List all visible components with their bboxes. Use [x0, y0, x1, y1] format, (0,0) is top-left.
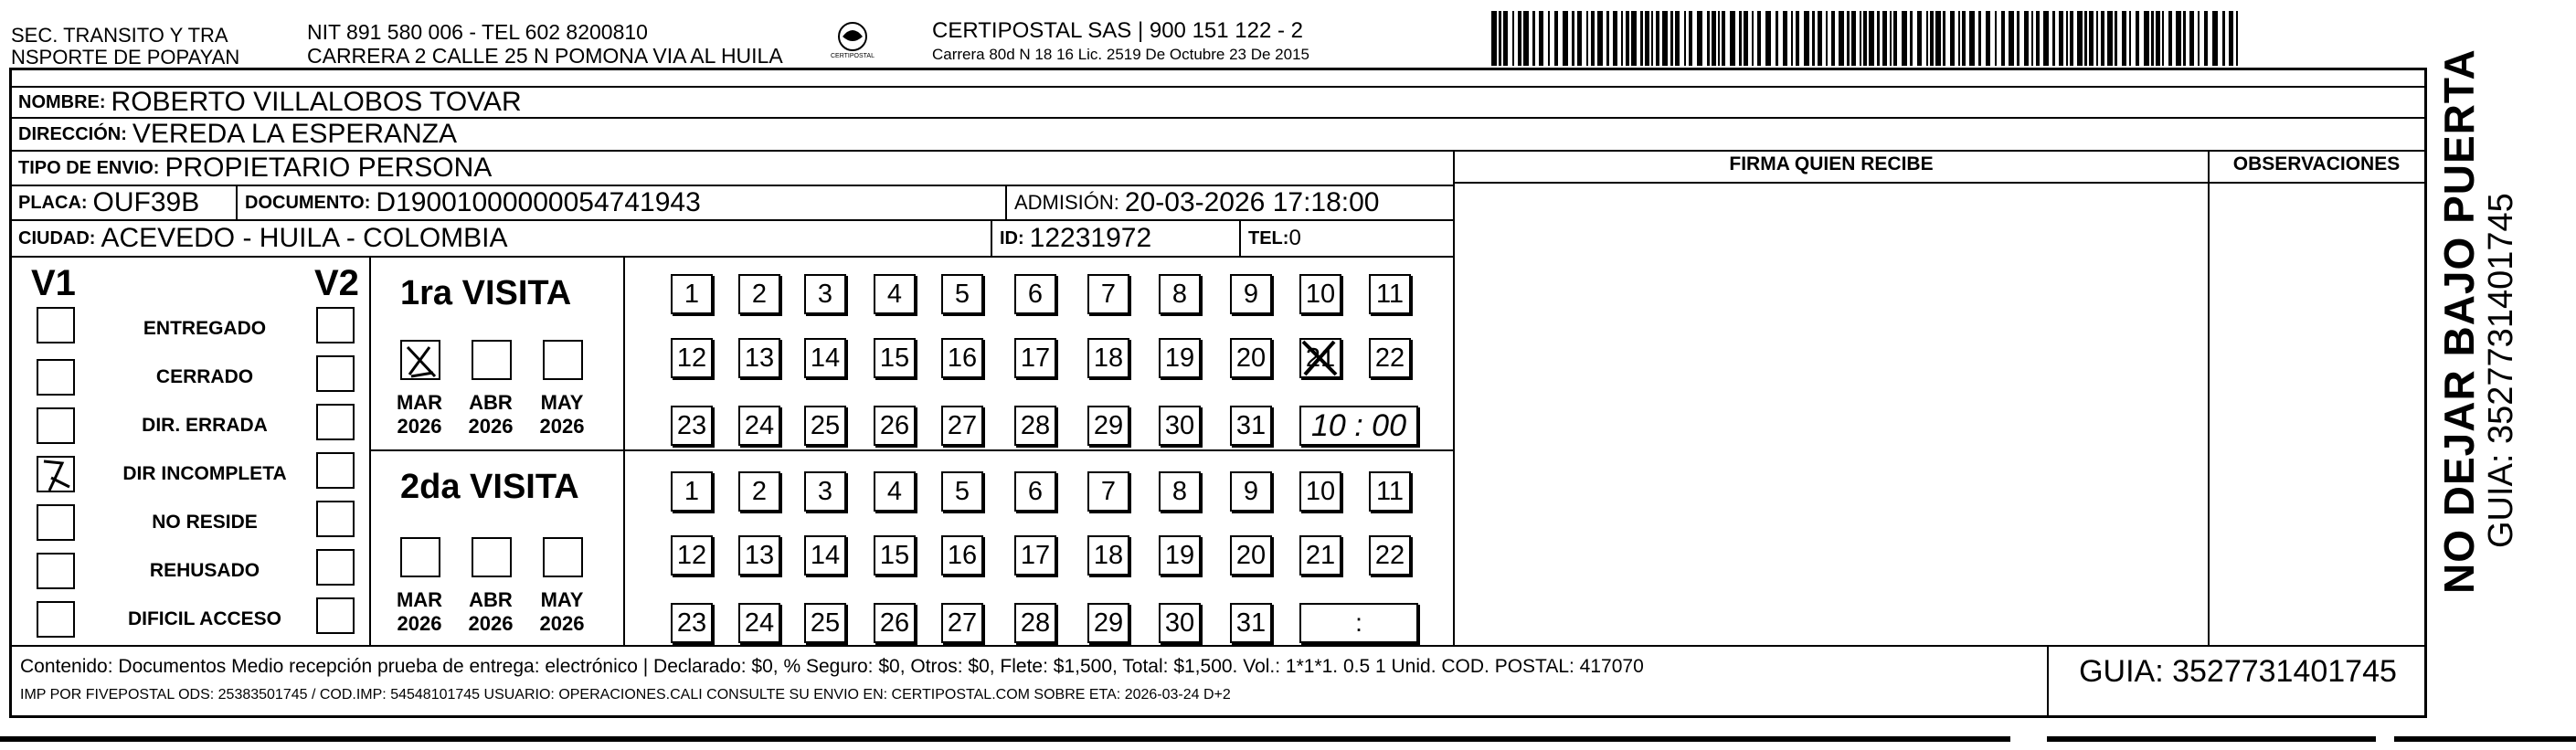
- barcode-bar: [1499, 11, 1501, 66]
- months-divider: [623, 258, 625, 645]
- day-box[interactable]: 5: [941, 274, 983, 314]
- barcode-bar: [1860, 11, 1861, 66]
- day-box[interactable]: 23: [671, 406, 713, 446]
- contenido-line: Contenido: Documentos Medio recepción prueba de entrega: electrónico | Declarado: $0, % Seguro: $0, Otros: $0, Flete: $1,500, Total: $1,500. Vol.: 1*1*1. 0.5 1 Unid. COD. POSTAL: 417070: [20, 656, 1644, 677]
- v1-checkbox[interactable]: [37, 407, 75, 444]
- day-box[interactable]: 26: [874, 406, 916, 446]
- barcode-bar: [1986, 11, 1990, 66]
- month-label: [462, 391, 519, 438]
- status-label: DIR. ERRADA: [142, 415, 268, 436]
- v2-checkbox[interactable]: [316, 597, 355, 634]
- barcode-bar: [1783, 11, 1787, 66]
- barcode-bar: [2129, 11, 2131, 66]
- barcode-bar: [2017, 11, 2019, 66]
- barcode-bar: [1662, 11, 1668, 66]
- barcode-bar: [1613, 11, 1617, 66]
- barcode-bar: [1757, 11, 1761, 66]
- tel-value: 0: [1288, 226, 1301, 250]
- tear-line: [0, 736, 2576, 742]
- barcode-bar: [1689, 11, 1692, 66]
- id-cell: [992, 221, 1241, 258]
- barcode-bar: [1651, 11, 1653, 66]
- barcode-bar: [2031, 11, 2033, 66]
- barcode-bar: [1893, 11, 1897, 66]
- barcode-bar: [2059, 11, 2063, 66]
- barcode-bar: [1765, 11, 1771, 66]
- month-year: 2026: [539, 612, 585, 635]
- day-box[interactable]: 28: [1014, 406, 1056, 446]
- placa-cell: [11, 186, 238, 221]
- v2-checkbox[interactable]: [316, 501, 355, 537]
- v2-checkbox[interactable]: [316, 452, 355, 489]
- day-box[interactable]: 6: [1014, 471, 1056, 512]
- day-box[interactable]: 19: [1159, 338, 1201, 378]
- direccion-label: DIRECCIÓN:: [18, 123, 127, 144]
- barcode-bar: [1943, 11, 1945, 66]
- month-checkbox[interactable]: [472, 537, 512, 577]
- barcode-bar: [1523, 11, 1529, 66]
- day-box[interactable]: 26: [874, 603, 916, 643]
- barcode-bar: [1572, 11, 1574, 66]
- barcode-bar: [1739, 11, 1742, 66]
- day-box[interactable]: 29: [1087, 603, 1129, 643]
- barcode-bar: [1675, 11, 1680, 66]
- visit-1-title: 1ra VISITA: [400, 274, 572, 312]
- documento-cell: [238, 186, 1007, 221]
- barcode-bar: [1670, 11, 1673, 66]
- barcode-bar: [2151, 11, 2154, 66]
- barcode-bar: [1917, 11, 1922, 66]
- status-label: NO RESIDE: [152, 512, 258, 533]
- documento-label: DOCUMENTO:: [245, 192, 371, 213]
- day-box[interactable]: 17: [1014, 338, 1056, 378]
- barcode-bar: [2204, 11, 2208, 66]
- day-box[interactable]: 8: [1159, 471, 1201, 512]
- ciudad-value: ACEVEDO - HUILA - COLOMBIA: [101, 223, 508, 253]
- signature-area: [1455, 184, 2208, 645]
- day-box[interactable]: 14: [804, 338, 846, 378]
- status-label: ENTREGADO: [143, 318, 267, 339]
- barcode-bar: [1563, 11, 1568, 66]
- id-label: ID:: [1000, 227, 1024, 248]
- observaciones-divider: [2208, 152, 2210, 645]
- day-box[interactable]: 3: [804, 471, 846, 512]
- barcode-bar: [1962, 11, 1966, 66]
- barcode-bar: [2115, 11, 2117, 66]
- day-box[interactable]: 11: [1369, 274, 1411, 314]
- barcode-bar: [2024, 11, 2029, 66]
- barcode-bar: [2084, 11, 2087, 66]
- day-box[interactable]: 30: [1159, 406, 1201, 446]
- day-box[interactable]: 22: [1369, 338, 1411, 378]
- barcode-bar: [2066, 11, 2068, 66]
- barcode-bar: [1882, 11, 1887, 66]
- month-check-mark: [402, 342, 442, 382]
- barcode-bar: [1902, 11, 1907, 66]
- day-box[interactable]: 20: [1230, 535, 1272, 576]
- firma-header: FIRMA QUIEN RECIBE: [1729, 153, 1934, 174]
- barcode-bar: [2107, 11, 2113, 66]
- day-box[interactable]: 11: [1369, 471, 1411, 512]
- status-label: CERRADO: [155, 366, 254, 387]
- barcode-bar: [2189, 11, 2194, 66]
- day-box[interactable]: 24: [738, 406, 780, 446]
- barcode-bar: [1950, 11, 1955, 66]
- barcode-bar: [2077, 11, 2083, 66]
- barcode-bar: [1518, 11, 1521, 66]
- barcode-bar: [1640, 11, 1643, 66]
- barcode-bar: [2089, 11, 2094, 66]
- v1-label: V1: [31, 263, 76, 303]
- day-box[interactable]: 1: [671, 471, 713, 512]
- admision-cell: [1007, 186, 1455, 221]
- carrier-line-2: Carrera 80d N 18 16 Lic. 2519 De Octubre 23 De 2015: [932, 46, 1309, 63]
- barcode-bar: [1890, 11, 1892, 66]
- barcode-bar: [2009, 11, 2014, 66]
- barcode-bar: [1626, 11, 1629, 66]
- day-box[interactable]: 15: [874, 535, 916, 576]
- barcode-bar: [2156, 11, 2160, 66]
- barcode-bar: [1831, 11, 1835, 66]
- barcode-bar: [1712, 11, 1716, 66]
- month-name: MAY: [540, 391, 584, 414]
- month-label: [534, 588, 590, 636]
- row-tipo-envio: [11, 152, 1455, 186]
- day-box[interactable]: 13: [738, 338, 780, 378]
- nombre-label: NOMBRE:: [18, 91, 106, 112]
- nit-line: NIT 891 580 006 - TEL 602 8200810: [307, 20, 648, 44]
- month-name: MAR: [396, 391, 443, 414]
- barcode-bar: [1577, 11, 1582, 66]
- barcode-bar: [1697, 11, 1702, 66]
- barcode-bar: [1847, 11, 1850, 66]
- day-box[interactable]: 27: [941, 406, 983, 446]
- day-box[interactable]: 4: [874, 471, 916, 512]
- day-box[interactable]: 31: [1230, 406, 1272, 446]
- day-box[interactable]: 27: [941, 603, 983, 643]
- day-box[interactable]: 14: [804, 535, 846, 576]
- ciudad-cell: [11, 221, 992, 258]
- tel-label: TEL:: [1248, 227, 1289, 248]
- barcode-bar: [2101, 11, 2104, 66]
- visits-divider: [371, 449, 1453, 451]
- v2-checkbox[interactable]: [316, 307, 355, 343]
- day-box[interactable]: 13: [738, 535, 780, 576]
- barcode-bar: [1597, 11, 1603, 66]
- day-box[interactable]: 20: [1230, 338, 1272, 378]
- day-box[interactable]: 15: [874, 338, 916, 378]
- carrier-line-1: CERTIPOSTAL SAS | 900 151 122 - 2: [932, 18, 1303, 43]
- day-box[interactable]: 6: [1014, 274, 1056, 314]
- v2-label: V2: [314, 263, 359, 303]
- day-box[interactable]: 19: [1159, 535, 1201, 576]
- barcode-bar: [2096, 11, 2098, 66]
- barcode-bar: [2198, 11, 2200, 66]
- barcode-bar: [1995, 11, 1997, 66]
- sender-line-1: SEC. TRANSITO Y TRA: [11, 24, 228, 47]
- day-box[interactable]: 3: [804, 274, 846, 314]
- row-direccion: [11, 119, 2425, 152]
- month-checkbox[interactable]: [472, 340, 512, 380]
- logo-caption: CERTIPOSTAL: [831, 53, 875, 59]
- barcode-bar: [2183, 11, 2186, 66]
- day-box[interactable]: 2: [738, 471, 780, 512]
- barcode-bar: [1744, 11, 1748, 66]
- barcode-bar: [1958, 11, 1960, 66]
- month-checkbox[interactable]: [400, 537, 440, 577]
- admision-label: ADMISIÓN:: [1014, 191, 1119, 214]
- month-year: 2026: [397, 612, 442, 635]
- barcode-bar: [2229, 11, 2233, 66]
- barcode-bar: [1621, 11, 1623, 66]
- day-box[interactable]: 9: [1230, 471, 1272, 512]
- side-warning: NO DEJAR BAJO PUERTA: [2435, 48, 2483, 594]
- barcode-bar: [2036, 11, 2040, 66]
- barcode-bar: [1826, 11, 1828, 66]
- barcode-bar: [1718, 11, 1720, 66]
- day-box[interactable]: 24: [738, 603, 780, 643]
- barcode-bar: [1978, 11, 1981, 66]
- day-box[interactable]: 2: [738, 274, 780, 314]
- day-box[interactable]: 4: [874, 274, 916, 314]
- barcode-bar: [1707, 11, 1710, 66]
- v1-checkbox[interactable]: [37, 504, 75, 541]
- v1-checkbox[interactable]: [37, 359, 75, 396]
- day-box[interactable]: 23: [671, 603, 713, 643]
- attempts-divider: [369, 258, 371, 645]
- time-box[interactable]: 10 : 00: [1299, 406, 1418, 446]
- certipostal-logo: [821, 18, 885, 64]
- month-name: MAY: [540, 588, 584, 611]
- day-box[interactable]: 29: [1087, 406, 1129, 446]
- v1-checkbox[interactable]: [37, 553, 75, 589]
- row-nombre: [11, 86, 2425, 119]
- imp-line: IMP POR FIVEPOSTAL ODS: 25383501745 / COD.IMP: 54548101745 USUARIO: OPERACIONES.CALI CONSULTE SU ENVIO EN: CERTIPOSTAL.COM SOBRE ETA: 2026-03-24 D+2: [20, 687, 1231, 702]
- barcode-bar: [1586, 11, 1588, 66]
- day-box[interactable]: 28: [1014, 603, 1056, 643]
- barcode-bar: [1591, 11, 1595, 66]
- barcode-bar: [2236, 11, 2238, 66]
- barcode-bar: [1645, 11, 1649, 66]
- month-checkbox[interactable]: [400, 340, 440, 380]
- day-box[interactable]: 7: [1087, 274, 1129, 314]
- barcode-bar: [1512, 11, 1514, 66]
- day-box[interactable]: 10: [1299, 471, 1341, 512]
- barcode-bar: [1796, 11, 1799, 66]
- barcode-bar: [1548, 11, 1550, 66]
- barcode-bar: [1969, 11, 1975, 66]
- day-box[interactable]: 21: [1299, 535, 1341, 576]
- day-mark: [1299, 338, 1341, 378]
- month-year: 2026: [397, 415, 442, 438]
- ciudad-label: CIUDAD:: [18, 227, 96, 248]
- day-box[interactable]: 9: [1230, 274, 1272, 314]
- barcode-bar: [1877, 11, 1880, 66]
- v2-checkbox[interactable]: [316, 355, 355, 392]
- barcode: [1491, 11, 2241, 66]
- barcode-bar: [2176, 11, 2181, 66]
- v2-checkbox[interactable]: [316, 549, 355, 586]
- month-label: [462, 588, 519, 636]
- barcode-bar: [1631, 11, 1637, 66]
- barcode-bar: [2070, 11, 2073, 66]
- barcode-bar: [1910, 11, 1913, 66]
- barcode-bar: [2144, 11, 2149, 66]
- placa-value: OUF39B: [92, 187, 200, 217]
- barcode-bar: [1554, 11, 1558, 66]
- barcode-bar: [1930, 11, 1934, 66]
- month-name: MAR: [396, 588, 443, 611]
- direccion-value: VEREDA LA ESPERANZA: [132, 119, 458, 149]
- barcode-bar: [2122, 11, 2126, 66]
- barcode-bar: [1656, 11, 1659, 66]
- day-box[interactable]: 16: [941, 535, 983, 576]
- day-box[interactable]: 1: [671, 274, 713, 314]
- barcode-bar: [2162, 11, 2164, 66]
- nombre-value: ROBERTO VILLALOBOS TOVAR: [111, 87, 522, 117]
- month-label: [391, 588, 448, 636]
- barcode-bar: [1752, 11, 1754, 66]
- month-checkbox[interactable]: [543, 537, 583, 577]
- day-box[interactable]: 30: [1159, 603, 1201, 643]
- footer-guia: GUIA: 3527731401745: [2079, 654, 2397, 689]
- side-guia: GUIA: 3527731401745: [2482, 193, 2520, 548]
- day-box[interactable]: 16: [941, 338, 983, 378]
- documento-value: D19001000000054741943: [376, 187, 701, 217]
- day-box[interactable]: 31: [1230, 603, 1272, 643]
- v1-checkbox[interactable]: [37, 307, 75, 343]
- barcode-bar: [2043, 11, 2049, 66]
- placa-label: PLACA:: [18, 192, 88, 213]
- month-checkbox[interactable]: [543, 340, 583, 380]
- status-label: REHUSADO: [149, 560, 260, 581]
- day-box[interactable]: 18: [1087, 535, 1129, 576]
- barcode-bar: [2212, 11, 2218, 66]
- barcode-bar: [1730, 11, 1735, 66]
- barcode-bar: [2052, 11, 2055, 66]
- barcode-bar: [1935, 11, 1941, 66]
- address-line: CARRERA 2 CALLE 25 N POMONA VIA AL HUILA: [307, 44, 783, 68]
- barcode-bar: [1818, 11, 1822, 66]
- barcode-bar: [2001, 11, 2005, 66]
- day-box[interactable]: 5: [941, 471, 983, 512]
- day-box[interactable]: 12: [671, 338, 713, 378]
- sender-line-2: NSPORTE DE POPAYAN: [11, 46, 240, 69]
- tel-cell: [1241, 221, 1455, 258]
- visit-2-title: 2da VISITA: [400, 468, 579, 506]
- barcode-bar: [1812, 11, 1815, 66]
- month-year: 2026: [468, 612, 514, 635]
- barcode-bar: [1503, 11, 1508, 66]
- tipo-value: PROPIETARIO PERSONA: [164, 153, 493, 183]
- day-box[interactable]: 10: [1299, 274, 1341, 314]
- admision-value: 20-03-2026 17:18:00: [1124, 187, 1380, 217]
- footer-top-line: [11, 645, 2425, 647]
- barcode-bar: [1869, 11, 1874, 66]
- status-label: DIFICIL ACCESO: [127, 608, 281, 629]
- day-box[interactable]: 25: [804, 406, 846, 446]
- barcode-bar: [1791, 11, 1793, 66]
- attempts-frame-right: [1453, 152, 1455, 645]
- v1-checkbox[interactable]: [37, 456, 75, 492]
- barcode-bar: [1722, 11, 1725, 66]
- observaciones-header: OBSERVACIONES: [2232, 153, 2401, 174]
- month-label: [534, 391, 590, 438]
- month-name: ABR: [469, 391, 513, 414]
- day-box[interactable]: 8: [1159, 274, 1201, 314]
- month-label: [391, 391, 448, 438]
- id-value: 12231972: [1029, 223, 1152, 253]
- barcode-bar: [1851, 11, 1856, 66]
- month-name: ABR: [469, 588, 513, 611]
- barcode-bar: [2168, 11, 2172, 66]
- barcode-bar: [1926, 11, 1928, 66]
- barcode-bar: [1491, 11, 1497, 66]
- status-label: DIR INCOMPLETA: [122, 463, 287, 484]
- barcode-bar: [1684, 11, 1686, 66]
- barcode-bar: [1532, 11, 1535, 66]
- day-box[interactable]: 12: [671, 535, 713, 576]
- barcode-bar: [1839, 11, 1844, 66]
- tipo-label: TIPO DE ENVIO:: [18, 157, 160, 178]
- day-box[interactable]: 18: [1087, 338, 1129, 378]
- v2-checkbox[interactable]: [316, 404, 355, 440]
- day-box[interactable]: 22: [1369, 535, 1411, 576]
- barcode-bar: [1776, 11, 1778, 66]
- time-box[interactable]: :: [1299, 603, 1418, 643]
- footer-guia-box: [2047, 645, 2049, 718]
- barcode-bar: [1606, 11, 1609, 66]
- day-box[interactable]: 21: [1299, 338, 1341, 378]
- day-box[interactable]: 17: [1014, 535, 1056, 576]
- barcode-bar: [1804, 11, 1809, 66]
- month-year: 2026: [539, 415, 585, 438]
- barcode-bar: [2136, 11, 2139, 66]
- barcode-bar: [1539, 11, 1543, 66]
- month-year: 2026: [468, 415, 514, 438]
- day-box[interactable]: 7: [1087, 471, 1129, 512]
- barcode-bar: [2222, 11, 2225, 66]
- v1-check-mark: [38, 458, 77, 494]
- day-box[interactable]: 25: [804, 603, 846, 643]
- barcode-bar: [1863, 11, 1867, 66]
- v1-checkbox[interactable]: [37, 601, 75, 638]
